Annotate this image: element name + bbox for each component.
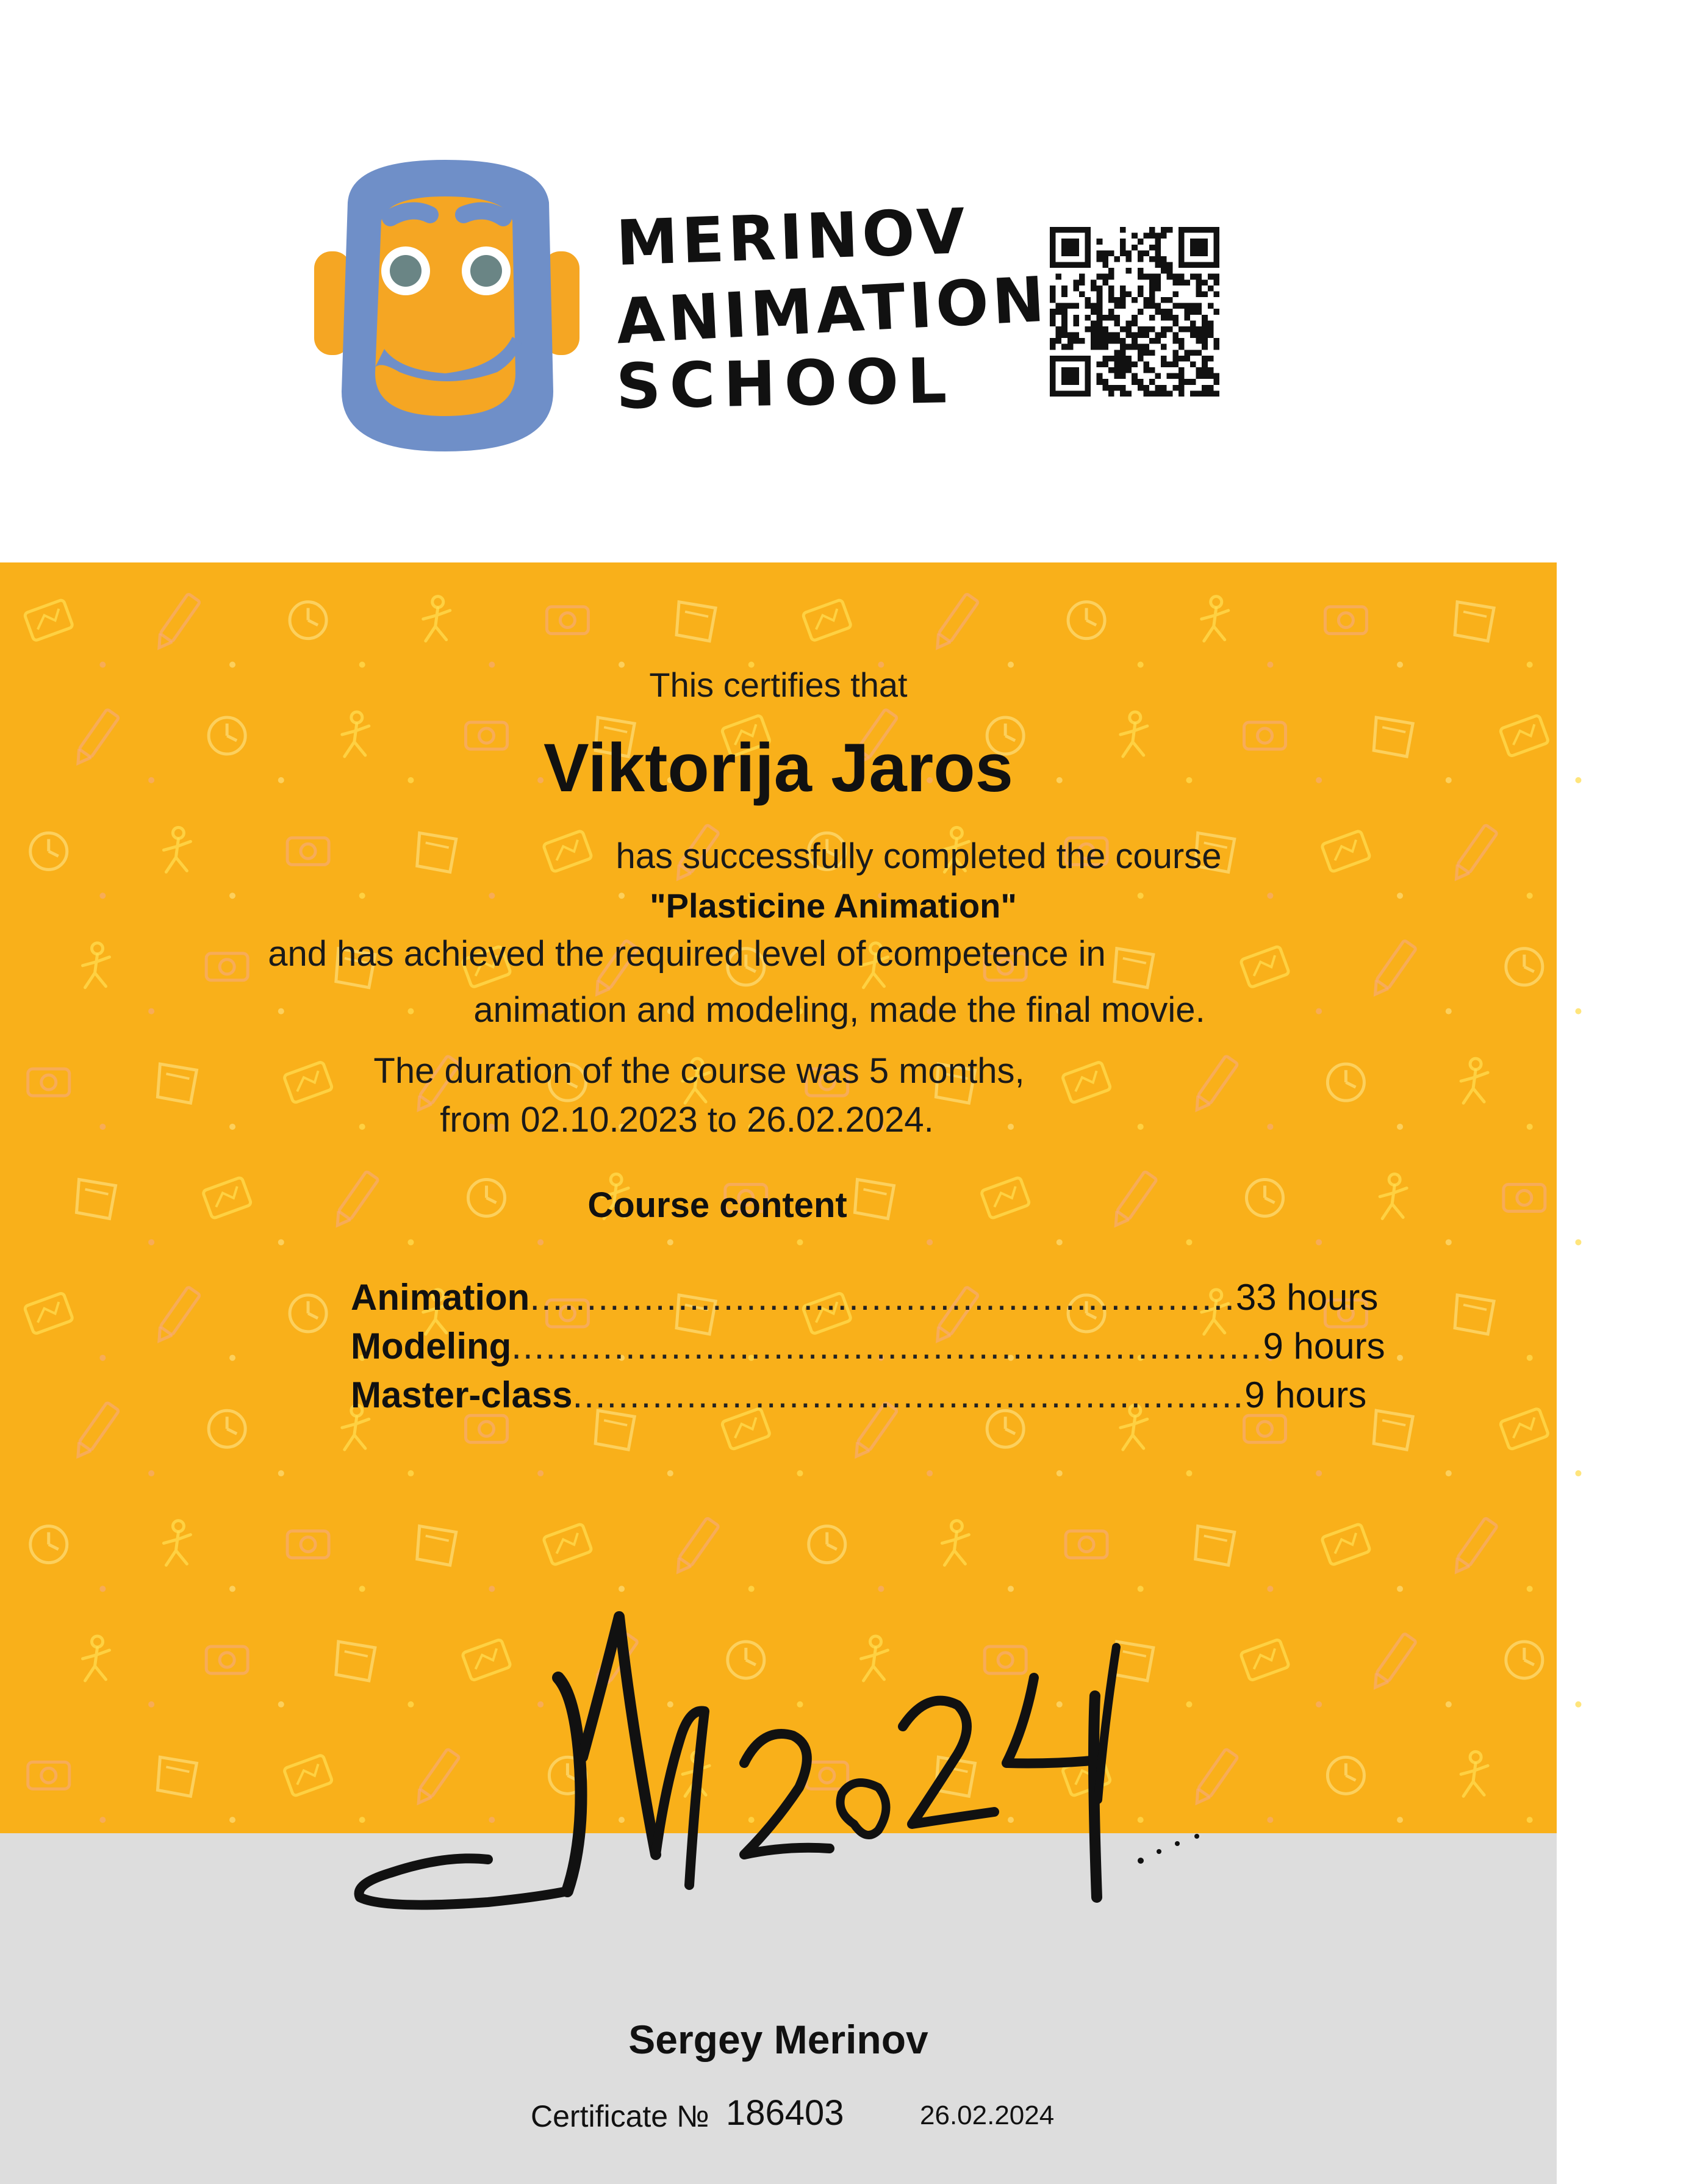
certificate-number: 186403: [726, 2093, 844, 2133]
item-leader-dots: ..................................................................: [511, 1326, 1263, 1367]
item-name: Modeling: [351, 1326, 512, 1367]
item-leader-dots: ...........................................................: [572, 1374, 1245, 1415]
competence-detail-text: animation and modeling, made the final movie.: [473, 990, 1205, 1030]
item-hours: 33 hours: [1235, 1277, 1379, 1318]
certificate-body: [0, 562, 1557, 1833]
signer-name: Sergey Merinov: [628, 2017, 928, 2062]
item-hours: 9 hours: [1263, 1326, 1385, 1367]
duration-text: The duration of the course was 5 months,: [373, 1051, 1025, 1091]
completion-text: has successfully completed the course: [615, 836, 1222, 876]
course-content-item: [351, 1276, 1379, 1325]
course-content-item: [351, 1325, 1385, 1374]
item-hours: 9 hours: [1244, 1374, 1367, 1415]
course-content-list: [351, 1276, 1385, 1423]
certifies-text: This certifies that: [649, 666, 908, 704]
wordmark-line: SCHOOL: [615, 345, 956, 423]
date-range-text: from 02.10.2023 to 26.02.2024.: [440, 1100, 934, 1140]
certificate-number-label: Certificate №: [531, 2099, 709, 2133]
item-name: Master-class: [351, 1374, 573, 1415]
recipient-name: Viktorija Jaros: [544, 730, 1013, 806]
wordmark-line: MERINOV: [615, 195, 970, 281]
course-title: "Plasticine Animation": [650, 886, 1017, 925]
mascot-logo-icon: [314, 160, 579, 451]
certificate-header: [0, 0, 1557, 562]
course-content-item: [351, 1374, 1367, 1423]
qr-code-icon[interactable]: [1050, 227, 1219, 397]
wordmark-line: ANIMATION: [614, 263, 1050, 359]
certificate-footer: [0, 1833, 1557, 2184]
competence-text: and has achieved the required level of competence in: [268, 934, 1106, 974]
certificate-date: 26.02.2024: [920, 2100, 1055, 2130]
item-leader-dots: ..............................................................: [529, 1277, 1236, 1318]
item-name: Animation: [351, 1277, 530, 1318]
school-wordmark: [614, 195, 1050, 423]
course-content-heading: Course content: [587, 1185, 847, 1225]
